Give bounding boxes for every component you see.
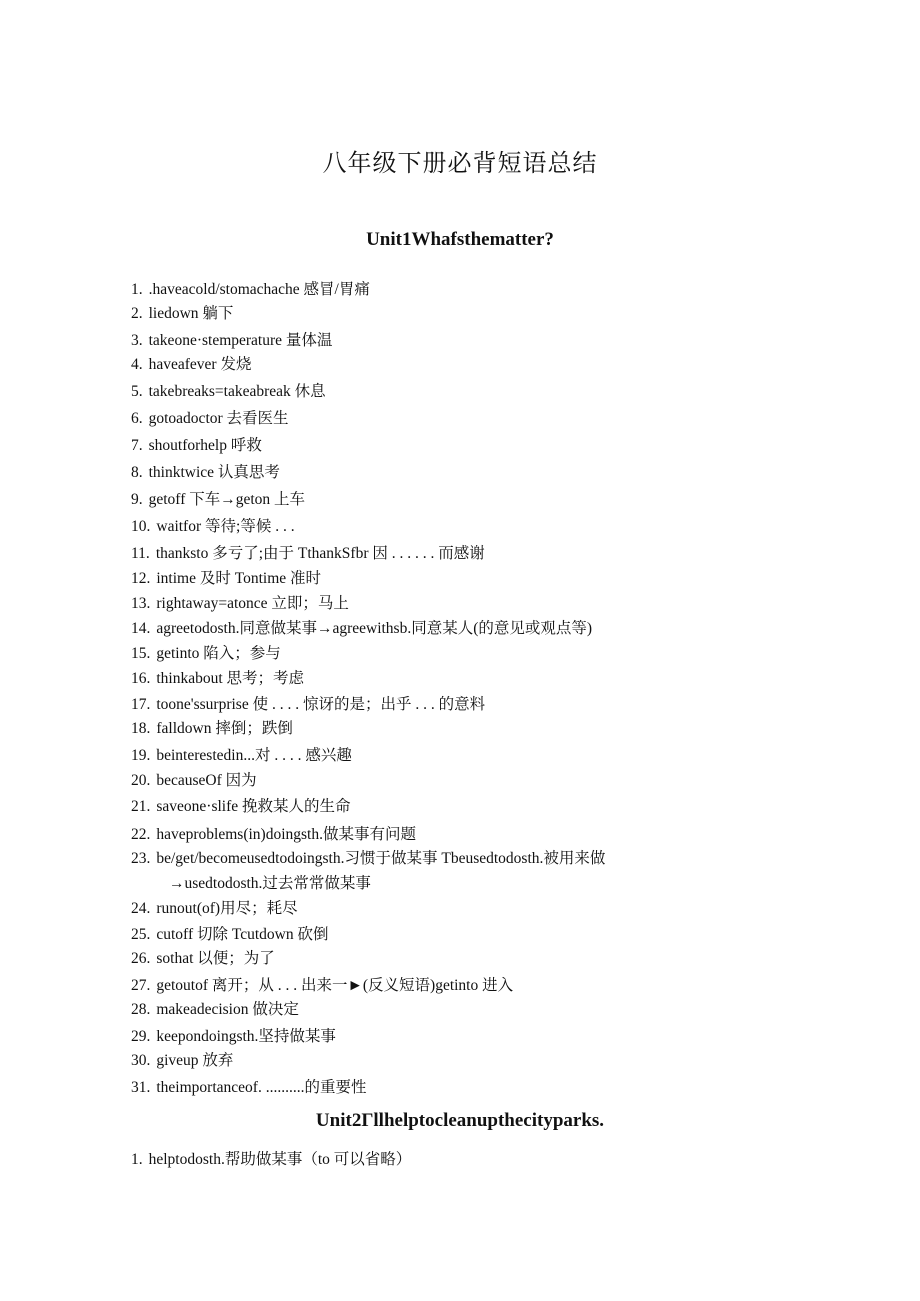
- list-item: [131, 379, 326, 401]
- item-text: waitfor 等待;等候 . . .: [156, 518, 295, 535]
- item-number: 11.: [131, 545, 150, 562]
- list-item: [131, 822, 416, 844]
- item-text: getinto 陷入；参与: [156, 645, 281, 662]
- item-number: 18.: [131, 720, 151, 737]
- item-text: makeadecision 做决定: [156, 1001, 299, 1018]
- item-text: takebreaks=takeabreak 休息: [148, 383, 326, 400]
- item-number: 20.: [131, 772, 151, 789]
- list-item: [131, 301, 233, 323]
- list-item: [131, 768, 257, 790]
- item-number: 27.: [131, 977, 151, 994]
- list-item: [131, 277, 370, 299]
- list-item: [131, 896, 298, 918]
- item-number: 2.: [131, 305, 143, 322]
- item-number: 1.: [131, 1151, 143, 1168]
- list-item: [131, 616, 592, 638]
- list-item: [131, 1075, 366, 1097]
- item-number: 22.: [131, 826, 151, 843]
- item-text: runout(of)用尽；耗尽: [156, 900, 298, 917]
- item-text: liedown 躺下: [148, 305, 234, 322]
- item-text: sothat 以便；为了: [156, 950, 275, 967]
- item-text: saveone·slife 挽救某人的生命: [156, 798, 351, 815]
- item-text: cutoff 切除 Tcutdown 砍倒: [156, 926, 329, 943]
- item-text: intime 及时 Tontime 准时: [156, 570, 322, 587]
- list-item: [131, 946, 275, 968]
- item-number: 4.: [131, 356, 143, 373]
- item-text: becauseOf 因为: [156, 772, 257, 789]
- item-text: rightaway=atonce 立即；马上: [156, 595, 349, 612]
- item-number: 5.: [131, 383, 143, 400]
- item-number: 24.: [131, 900, 151, 917]
- item-number: 6.: [131, 410, 143, 427]
- item-number: 7.: [131, 437, 143, 454]
- item-text: beinterestedin...对 . . . . 感兴趣: [156, 747, 352, 764]
- item-number: 1.: [131, 281, 143, 298]
- item-number: 15.: [131, 645, 151, 662]
- item-text: helptodosth.帮助做某事（to 可以省略）: [148, 1151, 412, 1168]
- list-item: [131, 997, 299, 1019]
- page-title: 八年级下册必背短语总结: [322, 149, 598, 177]
- list-item: [131, 460, 280, 482]
- item-number: 19.: [131, 747, 151, 764]
- list-item: [131, 1147, 411, 1169]
- item-number: 8.: [131, 464, 143, 481]
- item-text: falldown 摔倒；跌倒: [156, 720, 293, 737]
- list-item: [131, 352, 251, 374]
- item-number: 30.: [131, 1052, 151, 1069]
- list-item: [131, 514, 295, 536]
- item-number: 10.: [131, 518, 151, 535]
- list-item: [131, 487, 305, 509]
- item-number: 26.: [131, 950, 151, 967]
- item-text: thanksto 多亏了;由于 TthankSfbr 因 . . . . . . 而感谢: [155, 545, 485, 562]
- item-text: giveup 放弃: [156, 1052, 234, 1069]
- item-text: keepondoingsth.坚持做某事: [156, 1028, 336, 1045]
- item-text: thinktwice 认真思考: [148, 464, 280, 481]
- item-number: 14.: [131, 620, 151, 637]
- item-text: theimportanceof. ..........的重要性: [156, 1079, 367, 1096]
- item-text: shoutforhelp 呼救: [148, 437, 262, 454]
- list-item: [131, 566, 321, 588]
- list-item: [131, 666, 304, 688]
- item-number: 16.: [131, 670, 151, 687]
- item-text: agreetodosth.同意做某事→agreewithsb.同意某人(的意见或观点等): [156, 620, 593, 637]
- item-text: haveafever 发烧: [148, 356, 252, 373]
- list-item: [131, 846, 605, 868]
- item-text: getoutof 离开；从 . . . 出来一►(反义短语)getinto 进入: [156, 977, 514, 994]
- item-number: 3.: [131, 332, 143, 349]
- item-number: 12.: [131, 570, 151, 587]
- item-text: toone'ssurprise 使 . . . . 惊讶的是；出乎 . . . 的意料: [156, 696, 486, 713]
- item-text: haveproblems(in)doingsth.做某事有问题: [156, 826, 416, 843]
- item-number: 29.: [131, 1028, 151, 1045]
- item-continuation: →usedtodosth.过去常常做某事: [169, 875, 371, 892]
- list-item: [131, 541, 485, 563]
- item-number: 31.: [131, 1079, 151, 1096]
- list-item: [131, 328, 332, 350]
- list-item: [131, 641, 281, 663]
- list-item: [131, 973, 513, 995]
- item-number: 23.: [131, 850, 151, 867]
- item-number: 17.: [131, 696, 151, 713]
- list-item: [131, 794, 351, 816]
- list-item: [131, 1024, 336, 1046]
- list-item: [131, 922, 329, 944]
- item-text: gotoadoctor 去看医生: [148, 410, 289, 427]
- item-number: 9.: [131, 491, 143, 508]
- item-text: be/get/becomeusedtodoingsth.习惯于做某事 Tbeusedtodosth.被用来做: [156, 850, 606, 867]
- item-text: takeone·stemperature 量体温: [148, 332, 333, 349]
- list-item: [131, 743, 352, 765]
- list-item: [131, 1048, 233, 1070]
- item-number: 28.: [131, 1001, 151, 1018]
- item-text: getoff 下车→geton 上车: [148, 491, 306, 508]
- unit2-heading: Unit2Γllhelptocleanupthecityparks.: [315, 1110, 605, 1131]
- item-text: .haveacold/stomachache 感冒/胃痛: [148, 281, 370, 298]
- unit1-heading: Unit1Whafsthematter?: [366, 229, 554, 250]
- list-item: [131, 692, 485, 714]
- item-text: thinkabout 思考；考虑: [156, 670, 305, 687]
- item-number: 25.: [131, 926, 151, 943]
- list-item: [131, 716, 293, 738]
- list-item: [131, 591, 349, 613]
- item-number: 21.: [131, 798, 151, 815]
- list-item: [131, 406, 289, 428]
- item-number: 13.: [131, 595, 151, 612]
- list-item: [131, 433, 262, 455]
